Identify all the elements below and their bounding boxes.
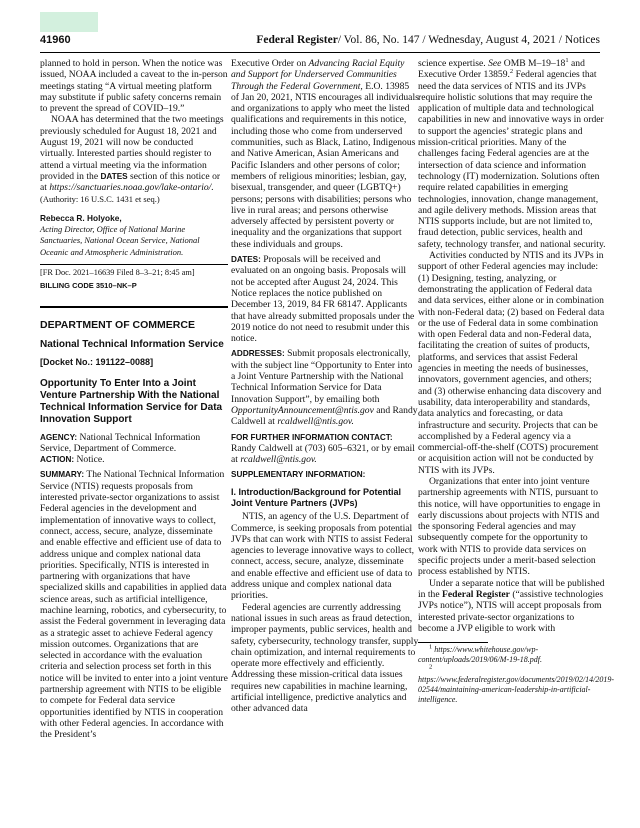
issue-info: / Vol. 86, No. 147 / Wednesday, August 4, 2021 / Notices (337, 34, 600, 46)
footnote-link[interactable]: https://www.federalregister.gov/documents/2019/02/14/2019-02544/maintaining-american-leadership-in-artificial-intelligence. (418, 675, 614, 705)
column-2 (231, 58, 419, 715)
agency-block: AGENCY: National Technical Information Service, Department of Commerce. (40, 431, 201, 454)
email-link[interactable]: rcaldwell@ntis.gov. (240, 454, 317, 466)
agency-heading: National Technical Information Service (40, 338, 224, 350)
sanctuary-link[interactable]: https://sanctuaries.noaa.gov/lake-ontario/. (49, 182, 214, 194)
paragraph: Activities conducted by NTIS and its JVPs in support of other Federal agencies may include: (1) Designing, testing, analyzing, or demonstrating the application of Federal data and data services, either alone or in combination with non-Federal data; (2) based on Federal data or the use of Federal data in some combination with open Federal data and non-Federal data, facilitating the creation of suites of products, platforms, and services that assist Federal agencies in meeting the needs of businesses, innovators, government agencies, and others; and (3) otherwise enhancing data discovery and usability, data interoperability and standards, data analytics and forecasting, or data infrastructure and security. Projects that can be accomplished by a Federal agency via a commercial-off-the-shelf (COTS) procurement or acquisition action will not be conducted by NTIS with its JVPs. (418, 250, 605, 476)
footnote: $^2$ https://www.federalregister.gov/documents/2019/02/14/2019-02544/maintaining-american-leadership-in-artificial-intelligence. (418, 663, 614, 705)
docket-number: [Docket No.: 191122–0088] (40, 357, 154, 368)
dates-block: DATES: Proposals will be received and evaluated on an ongoing basis. Proposals will not be accepted after August 24, 2024. This Notice replaces the notice published on December 13, 2019, 84 FR 68147. Applicants that have already submitted proposals under the 2019 notice do not need to resubmit under this notice. (231, 254, 415, 345)
section-divider (40, 306, 228, 308)
footnote-link[interactable]: https://www.whitehouse.gov/wp-content/uploads/2019/06/M-19-18.pdf. (418, 645, 542, 665)
paragraph: science expertise. See OMB $M-19-18^1$ and Executive Order 13859.$^2$ Federal agencies that need the data services of NTIS and its JVPs require holistic solutions that may require the application of multiple data and technological capabilities in new and innovative ways in order to support the agencies’ strategic plans and mission-critical priorities. Many of the challenges facing Federal agencies are at the intersection of data science and information technology (IT) modernization. Solutions often require related capabilities in emerging technologies, innovation, change management, and agile delivery methods. Mission areas that NTIS supports include, but are not limited to, fraud detection, public services, health and safety, technology transfer, and national security. (418, 56, 606, 250)
summary-label: SUMMARY: (40, 470, 85, 480)
supplementary-label: SUPPLEMENTARY INFORMATION: (231, 470, 366, 480)
billing-code: BILLING CODE 3510–NK–P (40, 281, 137, 291)
section-heading: I. Introduction/Background for Potential Joint Venture Partners (JVPs) (231, 486, 401, 508)
eo-title: Advancing Racial Equity and Support for Underserved Communities Through the Federal Government, (231, 58, 405, 92)
paragraph: NTIS, an agency of the U.S. Department of Commerce, is seeking proposals from potential JVPs that can work with NTIS to assist Federal agencies to leverage innovative ways to collect, connect, access, secure, analyze, disseminate and enable effective and efficient use of data to address unique and complex national data priorities. (231, 511, 415, 602)
email-link[interactable]: rcaldwell@ntis.gov. (277, 416, 354, 428)
paragraph: Organizations that enter into joint venture partnership agreements with NTIS, pursuant to this notice, will have opportunities to engage in early discussions about projects with NTIS and the sponsoring Federal agencies and may subsequently compete for the opportunity to work with NTIS to provide data services on specific projects under a merit-based selection process established by NTIS. (418, 475, 601, 578)
signer-title: Acting Director, Office of National Marine Sanctuaries, National Ocean Service, National Oceanic and Atmospheric Administration. (40, 224, 200, 257)
action-label: ACTION: (40, 455, 75, 465)
paragraph: NOAA has determined that the two meetings previously scheduled for August 18, 2021 and August 19, 2021 will now be conducted virtually. Interested parties should register to attend a virtual meeting via the information provided in the DATES section of this notice or at https://sanctuaries.noaa.gov/lake-ontario/. (40, 114, 224, 194)
department-heading: DEPARTMENT OF COMMERCE (40, 318, 195, 331)
dates-label: DATES: (231, 255, 261, 265)
contact-label: FOR FURTHER INFORMATION CONTACT: (231, 432, 393, 442)
supplementary-label-block (231, 469, 419, 480)
footnote-ref[interactable]: 2 (509, 68, 514, 76)
highlight-stamp (40, 12, 98, 32)
header-rule (40, 52, 600, 53)
addresses-label: ADDRESSES: (231, 349, 285, 359)
paragraph: Under a separate notice that will be published in the Federal Register (“assistive technologies JVPs notice”), NTIS will accept proposals from interested private-sector organizations to become a JVP eligible to work with (418, 577, 605, 634)
authority-citation: (Authority: 16 U.S.C. 1431 et seq.) (40, 193, 160, 204)
email-link[interactable]: OpportunityAnnouncement@ntis.gov (231, 404, 374, 416)
header-citation (256, 34, 600, 46)
page-number: 41960 (40, 34, 71, 46)
signer-name: Rebecca R. Holyoke, (40, 212, 122, 223)
summary-block: SUMMARY: The National Technical Information Service (NTIS) requests proposals from interested private-sector organizations to assist Federal agencies in the development and implementation of innovative ways to collect, connect, access, secure, analyze, disseminate and enable effective and efficient use of data to address unique and complex national data priorities. Specifically, NTIS is interested in partnering with organizations that have specialized skills and capabilities in applied data science areas, such as artificial intelligence, machine learning, robotics, and cybersecurity, to assist the Federal government in leveraging data as a strategic asset to achieve Federal agency mission outcomes. Organizations that are selected in accordance with the evaluation criteria and selection process set forth in this notice will be invited to enter into a joint venture partnership agreement with NTIS to be eligible to compete for Federal data service opportunities identified by NTIS in cooperation with other Federal agencies. In accordance with the President’s (40, 469, 228, 741)
column-1 (40, 58, 228, 741)
paragraph: Federal agencies are currently addressing national issues in such areas as fraud detection, improper payments, public services, health and safety, cybersecurity, technology transfer, supply chain optimization, and internal requirements to operate more effectively and efficiently. Addressing these mission-critical data issues requires new capabilities in machine learning, artificial intelligence, predictive analytics and other advanced data (231, 601, 419, 715)
dates-ref: DATES (100, 171, 128, 181)
document-title: Opportunity To Enter Into a Joint Venture Partnership With the National Technical Information Service for Data Innovation Support (40, 377, 223, 425)
federal-register-ref: Federal Register (441, 588, 510, 600)
paragraph: planned to hold in person. When the notice was issued, NOAA included a caveat to the in-person meetings stating “A virtual meeting platform may substitute if public safety concerns remain to prevent the spread of COVID–19.” (40, 58, 228, 115)
action-block: ACTION: Notice. (40, 454, 105, 466)
fr-doc-line: [FR Doc. 2021–16639 Filed 8–3–21; 8:45 am] (40, 264, 228, 278)
addresses-block: ADDRESSES: Submit proposals electronically, with the subject line “Opportunity to Enter into a Joint Venture Partnership with the National Technical Information Service for Data Innovation Support”, by emailing both OpportunityAnnouncement@ntis.gov and Randy Caldwell at rcaldwell@ntis.gov. (231, 348, 418, 428)
paragraph: Executive Order on Advancing Racial Equity and Support for Underserved Communities Through the Federal Government, E.O. 13985 of Jan 20, 2021, NTIS encourages all individuals and organizations to apply who meet the listed qualifications and requirements in this notice, including those who come from underserved communities, such as Black, Latino, Indigenous and Native American, Asian Americans and Pacific Islanders and other persons of color; members of religious minorities; lesbian, gay, bisexual, transgender, and queer (LGBTQ+) persons; persons with disabilities; persons who live in rural areas; and persons otherwise adversely affected by persistent poverty or inequality and the organizations that support these individuals and groups. (231, 58, 419, 250)
footnote: $^1$ https://www.whitehouse.gov/wp-content/uploads/2019/06/M-19-18.pdf. (418, 643, 542, 665)
agency-label: AGENCY: (40, 432, 78, 442)
contact-block: FOR FURTHER INFORMATION CONTACT: Randy Caldwell at (703) 605–6321, or by email at rcaldwell@ntis.gov. (231, 432, 415, 466)
publication-name: Federal Register (256, 34, 338, 46)
column-3 (418, 56, 614, 705)
footnote-ref[interactable]: 1 (565, 56, 569, 64)
page-header (40, 34, 600, 50)
